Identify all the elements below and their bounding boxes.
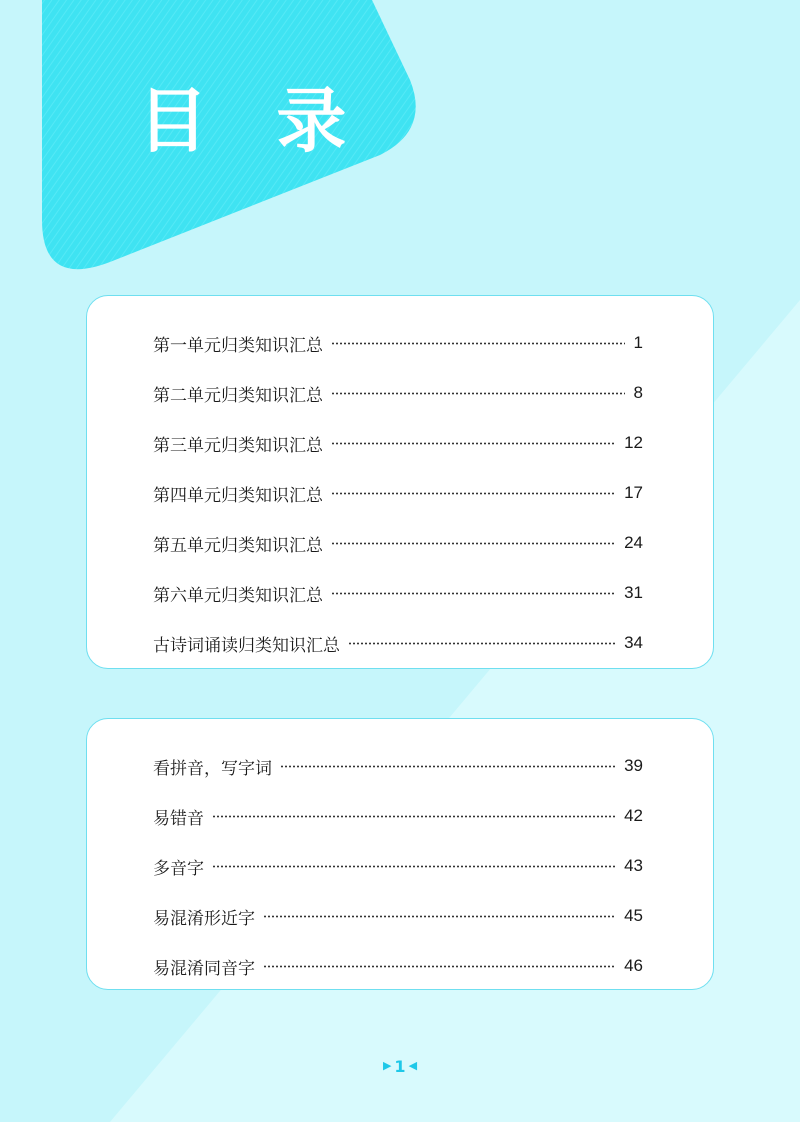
toc-entry[interactable] (153, 841, 643, 891)
toc-entry-page: 43 (624, 856, 643, 875)
dot-leader (212, 865, 616, 868)
page-title: 目 录 (138, 80, 369, 162)
toc-card-appendix (86, 718, 714, 990)
dot-leader (331, 592, 616, 595)
toc-entry-label: 第四单元归类知识汇总 (153, 485, 323, 506)
toc-entry-page: 31 (624, 583, 643, 602)
toc-entry-page: 8 (633, 383, 643, 402)
dot-leader (263, 965, 616, 968)
dot-leader (348, 642, 616, 645)
toc-entry-page: 12 (624, 433, 643, 452)
chevron-right-icon: ▶ (382, 1059, 392, 1072)
dot-leader (263, 915, 616, 918)
toc-entry[interactable] (153, 791, 643, 841)
toc-entry-label: 第二单元归类知识汇总 (153, 385, 323, 406)
toc-entry[interactable] (153, 741, 643, 791)
toc-entry-page: 1 (633, 333, 643, 352)
toc-entry-label: 第六单元归类知识汇总 (153, 585, 323, 606)
page-number: 1 (394, 1057, 406, 1076)
toc-entry-label: 古诗词诵读归类知识汇总 (153, 635, 340, 656)
toc-entry[interactable] (153, 568, 643, 618)
toc-entry-page: 45 (624, 906, 643, 925)
toc-card-units (86, 295, 714, 669)
page-number-footer (0, 1056, 800, 1076)
toc-entry[interactable] (153, 518, 643, 568)
dot-leader (331, 392, 625, 395)
toc-entry-label: 第一单元归类知识汇总 (153, 335, 323, 356)
chevron-left-icon: ◀ (408, 1059, 418, 1072)
dot-leader (331, 442, 616, 445)
toc-entry-page: 39 (624, 756, 643, 775)
toc-list (153, 741, 643, 991)
toc-entry-label: 易混淆形近字 (153, 908, 255, 929)
toc-entry-label: 第五单元归类知识汇总 (153, 535, 323, 556)
dot-leader (331, 542, 616, 545)
toc-entry-page: 46 (624, 956, 643, 975)
toc-entry-label: 易错音 (153, 808, 204, 829)
toc-entry[interactable] (153, 368, 643, 418)
dot-leader (331, 492, 616, 495)
toc-entry[interactable] (153, 618, 643, 668)
toc-entry-label: 易混淆同音字 (153, 958, 255, 979)
toc-entry-page: 34 (624, 633, 643, 652)
toc-entry-page: 24 (624, 533, 643, 552)
toc-entry-label: 第三单元归类知识汇总 (153, 435, 323, 456)
toc-entry[interactable] (153, 941, 643, 991)
toc-list (153, 318, 643, 668)
toc-entry-page: 42 (624, 806, 643, 825)
toc-entry[interactable] (153, 468, 643, 518)
toc-entry-page: 17 (624, 483, 643, 502)
dot-leader (331, 342, 625, 345)
toc-entry-label: 多音字 (153, 858, 204, 879)
dot-leader (280, 765, 616, 768)
dot-leader (212, 815, 616, 818)
toc-entry[interactable] (153, 418, 643, 468)
toc-entry[interactable] (153, 891, 643, 941)
toc-entry[interactable] (153, 318, 643, 368)
toc-entry-label: 看拼音，写字词 (153, 758, 272, 779)
